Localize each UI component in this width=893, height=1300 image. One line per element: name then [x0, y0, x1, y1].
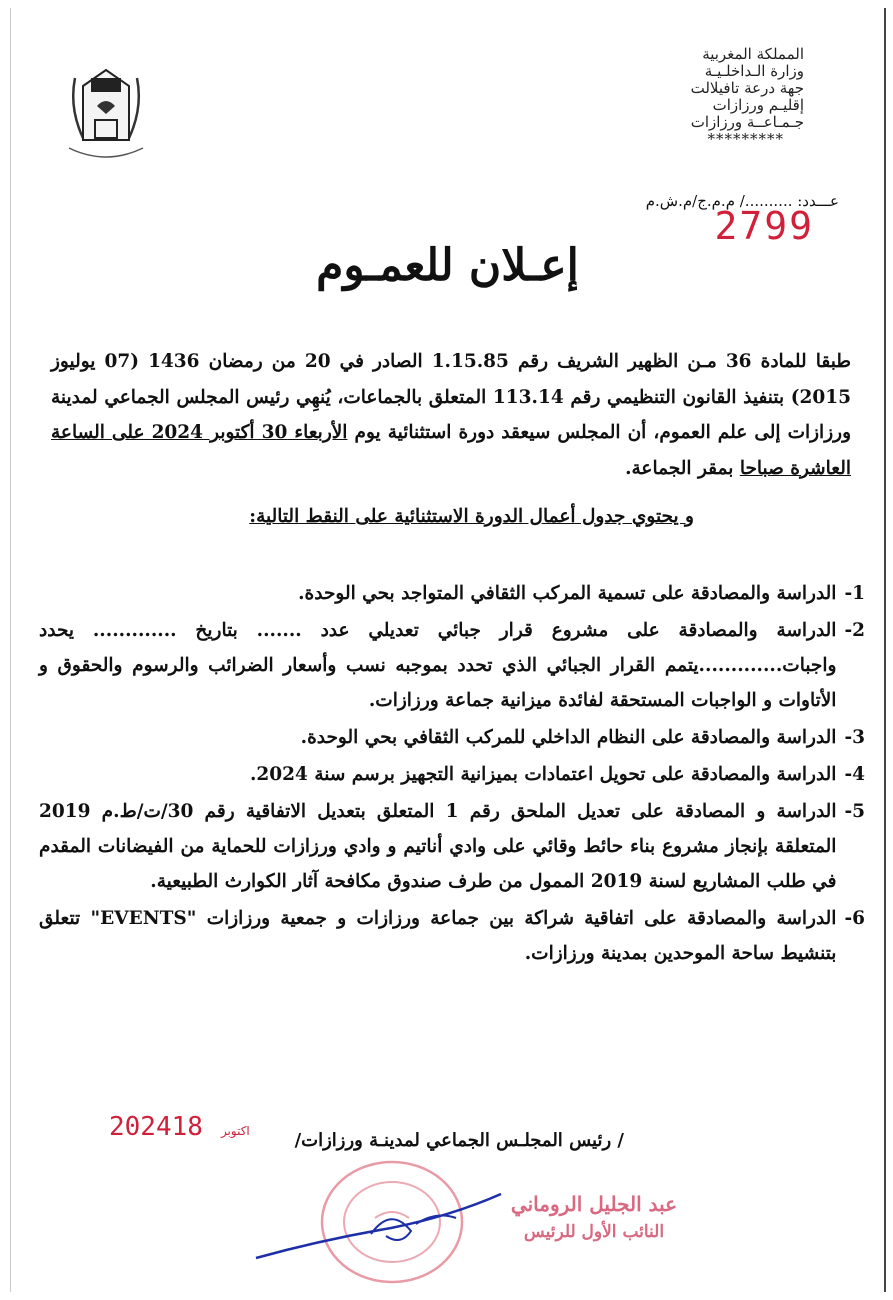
agenda-item — [39, 576, 865, 611]
meeting-date-underlined: الأربعاء 30 أكتوبر 2024 على الساعة العاشرة صباحا — [51, 422, 851, 479]
agenda-item-number: 2- — [844, 620, 865, 641]
agenda-item-text: الدراسة و المصادقة على تعديل الملحق رقم 1 المتعلق بتعديل الاتفاقية رقم 30/ت/ط.م 2019 المتعلقة بإنجاز مشروع بناء حائط وقائي على وادي أناتيم و وادي ورزازات للحماية من الفيضانات المقدم في طلب المشاريع لسنة 2019 الممول من طرف صندوق مكافحة آثار الكوارث الطبيعية. — [39, 801, 837, 892]
agenda-item-text: الدراسة والمصادقة على تسمية المركب الثقافي المتواجد بحي الوحدة. — [298, 583, 837, 604]
agenda-item-number: 3- — [844, 727, 865, 748]
registration-stamp-number: 2799 — [714, 204, 814, 248]
header-line: وزارة الـداخلـيـة — [704, 62, 804, 80]
header-separator: ********* — [707, 130, 784, 148]
reference-number-label: عـــدد: ........../ م.م.ج/م.ش.م — [645, 192, 839, 210]
municipality-logo — [53, 48, 159, 172]
header-line: جهة درعة تافيلالت — [690, 79, 804, 97]
intro-text: طبقا للمادة 36 مـن الظهير الشريف رقم 1.15.85 الصادر في 20 من رمضان 1436 (07 يوليوز 2015) بتنفيذ القانون التنظيمي رقم 113.14 المتعلق بالجماعات، يُنهِي رئيس المجلس الجماعي لمدينة ورزازات إلى علم العموم، أن المجلس سيعقد دورة استثنائية يوم — [51, 351, 852, 443]
agenda-item-text: الدراسة والمصادقة على النظام الداخلي للمركب الثقافي بحي الوحدة. — [300, 727, 837, 748]
agenda-item — [39, 720, 865, 755]
intro-paragraph — [51, 344, 851, 486]
header-line: المملكة المغربية — [702, 45, 804, 63]
signer-block — [494, 1192, 694, 1242]
agenda-item — [39, 794, 865, 899]
date-stamp-year: 2024 — [109, 1112, 172, 1142]
signer-role: النائب الأول للرئيس — [523, 1222, 665, 1242]
president-title: / رئيس المجلـس الجماعي لمدينـة ورزازات/ — [294, 1130, 624, 1151]
document-page — [10, 8, 886, 1292]
agenda-item-number: 5- — [844, 801, 865, 822]
issuer-header — [691, 46, 804, 148]
date-stamp-day: 18 — [171, 1112, 203, 1142]
intro-text-end: بمقر الجماعة. — [625, 457, 740, 479]
announcement-title: إعـلان للعمـوم — [316, 240, 579, 291]
header-line: إقليـم ورزازات — [712, 96, 804, 114]
agenda-item — [39, 757, 865, 792]
agenda-item-text: الدراسة والمصادقة على مشروع قرار جبائي تعديلي عدد ....... بتاريخ ............. يحدد واجبات.............يتمم القرار الجبائي الذي تحدد بموجبه نسب وأسعار الضرائب والرسوم والحقوق و الأتاوات و الواجبات المستحقة لفائدة ميزانية جماعة ورزازات. — [39, 620, 837, 711]
agenda-item-number: 1- — [844, 583, 865, 604]
agenda-item — [39, 901, 865, 971]
agenda-item-number: 6- — [844, 908, 865, 929]
date-stamp-month: اكتوبر — [220, 1124, 250, 1138]
agenda-heading: و يحتوي جدول أعمال الدورة الاستثنائية على النقط التالية: — [249, 506, 694, 527]
agenda-item-number: 4- — [844, 764, 865, 785]
agenda-list — [39, 576, 865, 971]
signer-name: عبد الجليل الروماني — [510, 1192, 678, 1216]
agenda-item — [39, 613, 865, 718]
header-line: جـمـاعــة ورزازات — [690, 113, 804, 131]
agenda-item-text: الدراسة والمصادقة على اتفاقية شراكة بين جماعة ورزازات و جمعية ورزازات "EVENTS" تتعلق بتنشيط ساحة الموحدين بمدينة ورزازات. — [39, 908, 837, 964]
date-stamp — [109, 1112, 260, 1142]
agenda-item-text: الدراسة والمصادقة على تحويل اعتمادات بميزانية التجهيز برسم سنة 2024. — [249, 764, 837, 785]
handwritten-signature — [251, 1176, 511, 1276]
